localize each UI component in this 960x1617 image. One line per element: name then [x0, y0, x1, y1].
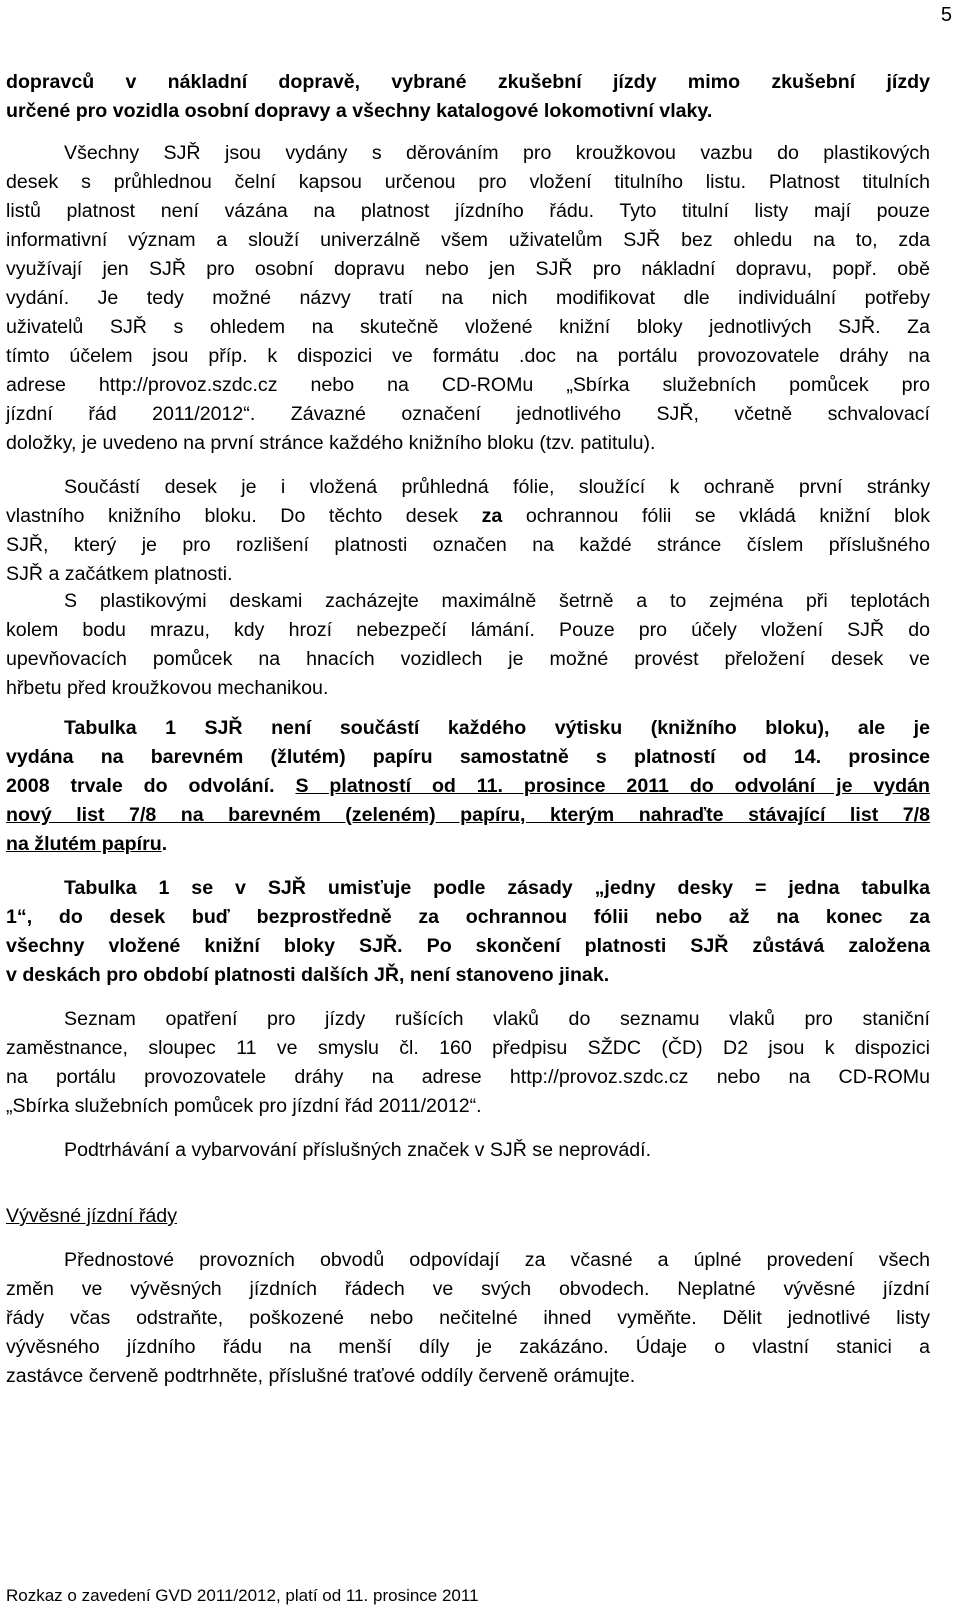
text-line: adrese http://provoz.szdc.cz nebo na CD-ROMu „Sbírka služebních pomůcek pro — [6, 374, 930, 396]
text-segment: ochrannou fólii se vkládá knižní blok — [502, 505, 930, 527]
text-line — [6, 772, 930, 800]
text-line: doložky, je uvedeno na první stránce každého knižního bloku (tzv. patitulu). — [6, 432, 656, 454]
section-heading: Vývěsné jízdní řády — [6, 1205, 177, 1227]
text-line: SJŘ, který je pro rozlišení platnosti označen na každé stránce číslem příslušného — [6, 534, 930, 556]
text-line: vydána na barevném (žlutém) papíru samostatně s platností od 14. prosince — [6, 746, 930, 768]
text-line: dopravců v nákladní dopravě, vybrané zkušební jízdy mimo zkušební jízdy — [6, 71, 930, 93]
text-line: nový list 7/8 na barevném (zeleném) papíru, kterým nahraďte stávající list 7/8 — [6, 804, 930, 826]
text-line: Přednostové provozních obvodů odpovídají za včasné a úplné provedení všech — [64, 1249, 930, 1271]
text-line — [6, 502, 930, 530]
text-line: upevňovacích pomůcek na hnacích vozidlech je možné provést přeložení desek ve — [6, 648, 930, 670]
page-number: 5 — [940, 4, 952, 26]
text-line: zastávce červeně podtrhněte, příslušné traťové oddíly červeně orámujte. — [6, 1365, 636, 1387]
text-line: desek s průhlednou čelní kapsou určenou pro vložení titulního listu. Platnost titulních — [6, 171, 930, 193]
text-line: Podtrhávání a vybarvování příslušných značek v SJŘ se neprovádí. — [64, 1139, 652, 1161]
text-line: Všechny SJŘ jsou vydány s děrováním pro kroužkovou vazbu do plastikových — [64, 142, 930, 164]
text-segment-underlined: na žlutém papíru — [6, 833, 162, 855]
text-segment: vlastního knižního bloku. Do těchto desek — [6, 505, 482, 527]
text-line: SJŘ a začátkem platnosti. — [6, 563, 233, 585]
text-line: Součástí desek je i vložená průhledná fólie, sloužící k ochraně první stránky — [64, 476, 930, 498]
text-line: Tabulka 1 SJŘ není součástí každého výtisku (knižního bloku), ale je — [64, 717, 930, 739]
text-segment-underlined: S platností od 11. prosince 2011 do odvolání je vydán — [295, 775, 931, 797]
text-line: Seznam opatření pro jízdy rušících vlaků do seznamu vlaků pro staniční — [64, 1008, 930, 1030]
text-line: zaměstnance, sloupec 11 ve smyslu čl. 160 předpisu SŽDC (ČD) D2 jsou k dispozici — [6, 1037, 930, 1059]
text-line: tímto účelem jsou příp. k dispozici ve formátu .doc na portálu provozovatele dráhy na — [6, 345, 930, 367]
text-line: řády včas odstraňte, poškozené nebo nečitelné ihned vyměňte. Dělit jednotlivé listy — [6, 1307, 930, 1329]
text-segment-bold: za — [481, 505, 503, 527]
text-segment: 2008 trvale do odvolání. — [6, 775, 296, 797]
text-line: určené pro vozidla osobní dopravy a všechny katalogové lokomotivní vlaky. — [6, 100, 713, 122]
text-line: „Sbírka služebních pomůcek pro jízdní řád 2011/2012“. — [6, 1095, 482, 1117]
text-segment: . — [161, 833, 168, 855]
text-line: vývěsného jízdního řádu na menší díly je zakázáno. Údaje o vlastní stanici a — [6, 1336, 930, 1358]
text-line: uživatelů SJŘ s ohledem na skutečně vložené knižní bloky jednotlivých SJŘ. Za — [6, 316, 930, 338]
text-line: 1“, do desek buď bezprostředně za ochrannou fólii nebo až na konec za — [6, 906, 930, 928]
text-line: kolem bodu mrazu, kdy hrozí nebezpečí lámání. Pouze pro účely vložení SJŘ do — [6, 619, 930, 641]
text-line: hřbetu před kroužkovou mechanikou. — [6, 677, 329, 699]
text-line: využívají jen SJŘ pro osobní dopravu nebo jen SJŘ pro nákladní dopravu, popř. obě — [6, 258, 930, 280]
text-line: na portálu provozovatele dráhy na adrese http://provoz.szdc.cz nebo na CD-ROMu — [6, 1066, 930, 1088]
text-line: Tabulka 1 se v SJŘ umisťuje podle zásady „jedny desky = jedna tabulka — [64, 877, 930, 899]
page-footer: Rozkaz o zavedení GVD 2011/2012, platí od 11. prosince 2011 — [6, 1586, 479, 1605]
text-line: S plastikovými deskami zacházejte maximálně šetrně a to zejména při teplotách — [64, 590, 930, 612]
text-line: všechny vložené knižní bloky SJŘ. Po skončení platnosti SJŘ zůstává založena — [6, 935, 930, 957]
text-line: v deskách pro období platnosti dalších JŘ, není stanoveno jinak. — [6, 964, 610, 986]
text-line: vydání. Je tedy možné názvy tratí na nich modifikovat dle individuální potřeby — [6, 287, 930, 309]
text-line: jízdní řád 2011/2012“. Závazné označení jednotlivého SJŘ, včetně schvalovací — [6, 403, 930, 425]
text-line — [6, 830, 930, 858]
text-line: informativní význam a slouží univerzálně všem uživatelům SJŘ bez ohledu na to, zda — [6, 229, 930, 251]
text-line: listů platnost není vázána na platnost jízdního řádu. Tyto titulní listy mají pouze — [6, 200, 930, 222]
text-line: změn ve vývěsných jízdních řádech ve svých obvodech. Neplatné vývěsné jízdní — [6, 1278, 930, 1300]
